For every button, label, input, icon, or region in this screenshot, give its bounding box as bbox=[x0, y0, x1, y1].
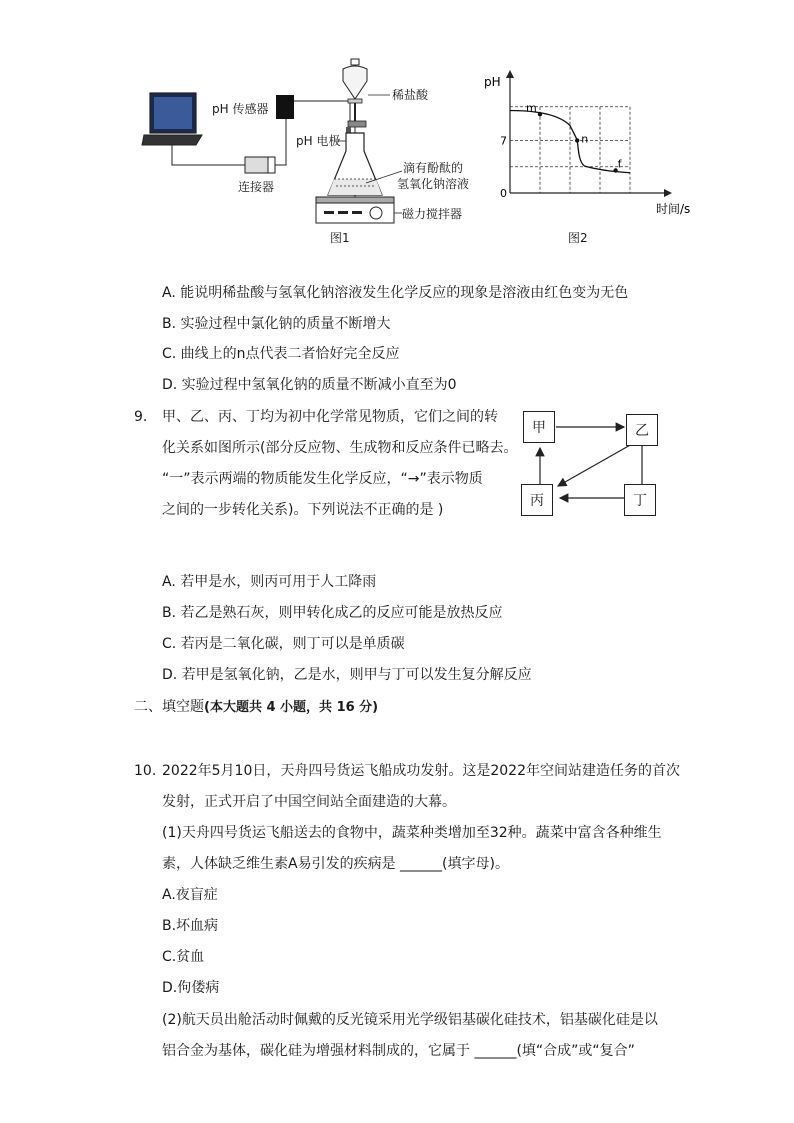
point-label-n: n bbox=[581, 132, 589, 146]
label-naoh-line2: 氢氧化钠溶液 bbox=[397, 177, 470, 191]
q10-line-1: 2022年5月10日，天舟四号货运飞船成功发射。这是2022年空间站建造任务的首次 bbox=[162, 763, 680, 779]
node-jia: 甲 bbox=[523, 411, 555, 443]
point-label-f: f bbox=[617, 157, 622, 171]
y-axis-label: pH bbox=[484, 75, 501, 89]
point-m bbox=[538, 112, 542, 116]
q9-stem-line1: 甲、乙、丙、丁均为初中化学常见物质，它们之间的转 bbox=[162, 409, 498, 425]
q10-number: 10. bbox=[134, 763, 157, 779]
q10-line-3: (1)天舟四号货运飞船送去的食物中，蔬菜种类增加至32种。蔬菜中富含各种维生 bbox=[162, 825, 662, 841]
q10-choice-b: B.坏血病 bbox=[162, 918, 219, 934]
q9-number: 9. bbox=[134, 409, 148, 425]
label-stirrer: 磁力搅拌器 bbox=[402, 207, 463, 221]
x-axis-arrow bbox=[664, 189, 672, 197]
q10-line-2: 发射，正式开启了中国空间站全面建造的大幕。 bbox=[162, 794, 456, 810]
y-axis-arrow bbox=[506, 70, 514, 78]
q8-option-a: A. 能说明稀盐酸与氢氧化钠溶液发生化学反应的现象是溶液由红色变为无色 bbox=[162, 285, 629, 301]
q8-option-b: B. 实验过程中氯化钠的质量不断增大 bbox=[162, 316, 391, 332]
laptop-icon bbox=[142, 93, 202, 145]
point-n bbox=[575, 138, 579, 142]
magnetic-stirrer-icon bbox=[316, 197, 394, 223]
q10-choice-d: D.佝偻病 bbox=[162, 980, 220, 996]
y-tick-7: 7 bbox=[500, 134, 507, 148]
connector-icon bbox=[245, 157, 275, 173]
q10-line-4: 素，人体缺乏维生素A易引发的疾病是 ______(填字母)。 bbox=[162, 856, 509, 872]
q9-option-c: C. 若丙是二氧化碳，则丁可以是单质碳 bbox=[162, 636, 405, 652]
separatory-funnel-icon bbox=[343, 59, 367, 125]
label-dilute-hcl: 稀盐酸 bbox=[392, 88, 429, 102]
section-2-note: (本大题共 4 小题，共 16 分) bbox=[204, 700, 379, 715]
label-ph-sensor: pH 传感器 bbox=[212, 102, 269, 116]
ph-sensor-box bbox=[276, 95, 294, 119]
figure-1-apparatus bbox=[140, 55, 480, 255]
q9-option-b: B. 若乙是熟石灰，则甲转化成乙的反应可能是放热反应 bbox=[162, 605, 503, 621]
q10-choice-c: C.贫血 bbox=[162, 949, 205, 965]
node-yi: 乙 bbox=[626, 414, 658, 446]
q9-option-d: D. 若甲是氢氧化钠，乙是水，则甲与丁可以发生复分解反应 bbox=[162, 667, 532, 683]
q10-line-10: 铝合金为基体，碳化硅为增强材料制成的，它属于 ______(填“合成”或“复合” bbox=[162, 1043, 635, 1059]
label-connector: 连接器 bbox=[238, 180, 275, 194]
q9-option-a: A. 若甲是水，则丙可用于人工降雨 bbox=[162, 574, 377, 590]
point-label-m: m bbox=[526, 101, 537, 115]
figure-1-caption: 图1 bbox=[330, 231, 350, 245]
q8-option-d: D. 实验过程中氢氧化钠的质量不断减小直至为0 bbox=[162, 377, 457, 393]
node-ding: 丁 bbox=[624, 484, 656, 516]
node-bing: 丙 bbox=[521, 484, 553, 516]
y-tick-0: 0 bbox=[500, 187, 507, 200]
q10-line-9: (2)航天员出舱活动时佩戴的反光镜采用光学级铝基碳化硅技术，铝基碳化硅是以 bbox=[162, 1012, 658, 1028]
q9-stem-line4: 之间的一步转化关系)。下列说法不正确的是 ) bbox=[162, 502, 444, 518]
label-ph-electrode: pH 电极 bbox=[296, 134, 341, 148]
x-axis-label: 时间/s bbox=[656, 202, 691, 216]
q10-choice-a: A.夜盲症 bbox=[162, 887, 218, 903]
q8-option-c: C. 曲线上的n点代表二者恰好完全反应 bbox=[162, 346, 400, 362]
section-2-heading bbox=[134, 697, 378, 718]
section-2-title: 二、填空题 bbox=[134, 699, 204, 715]
figure-2-ph-chart bbox=[478, 68, 691, 218]
q9-stem-line3: “一”表示两端的物质能发生化学反应，“→”表示物质 bbox=[162, 471, 483, 487]
q9-stem-line2: 化关系如图所示(部分反应物、生成物和反应条件已略去。 bbox=[162, 440, 518, 456]
figure-2-caption: 图2 bbox=[568, 231, 588, 245]
label-naoh-line1: 滴有酚酞的 bbox=[403, 161, 464, 175]
